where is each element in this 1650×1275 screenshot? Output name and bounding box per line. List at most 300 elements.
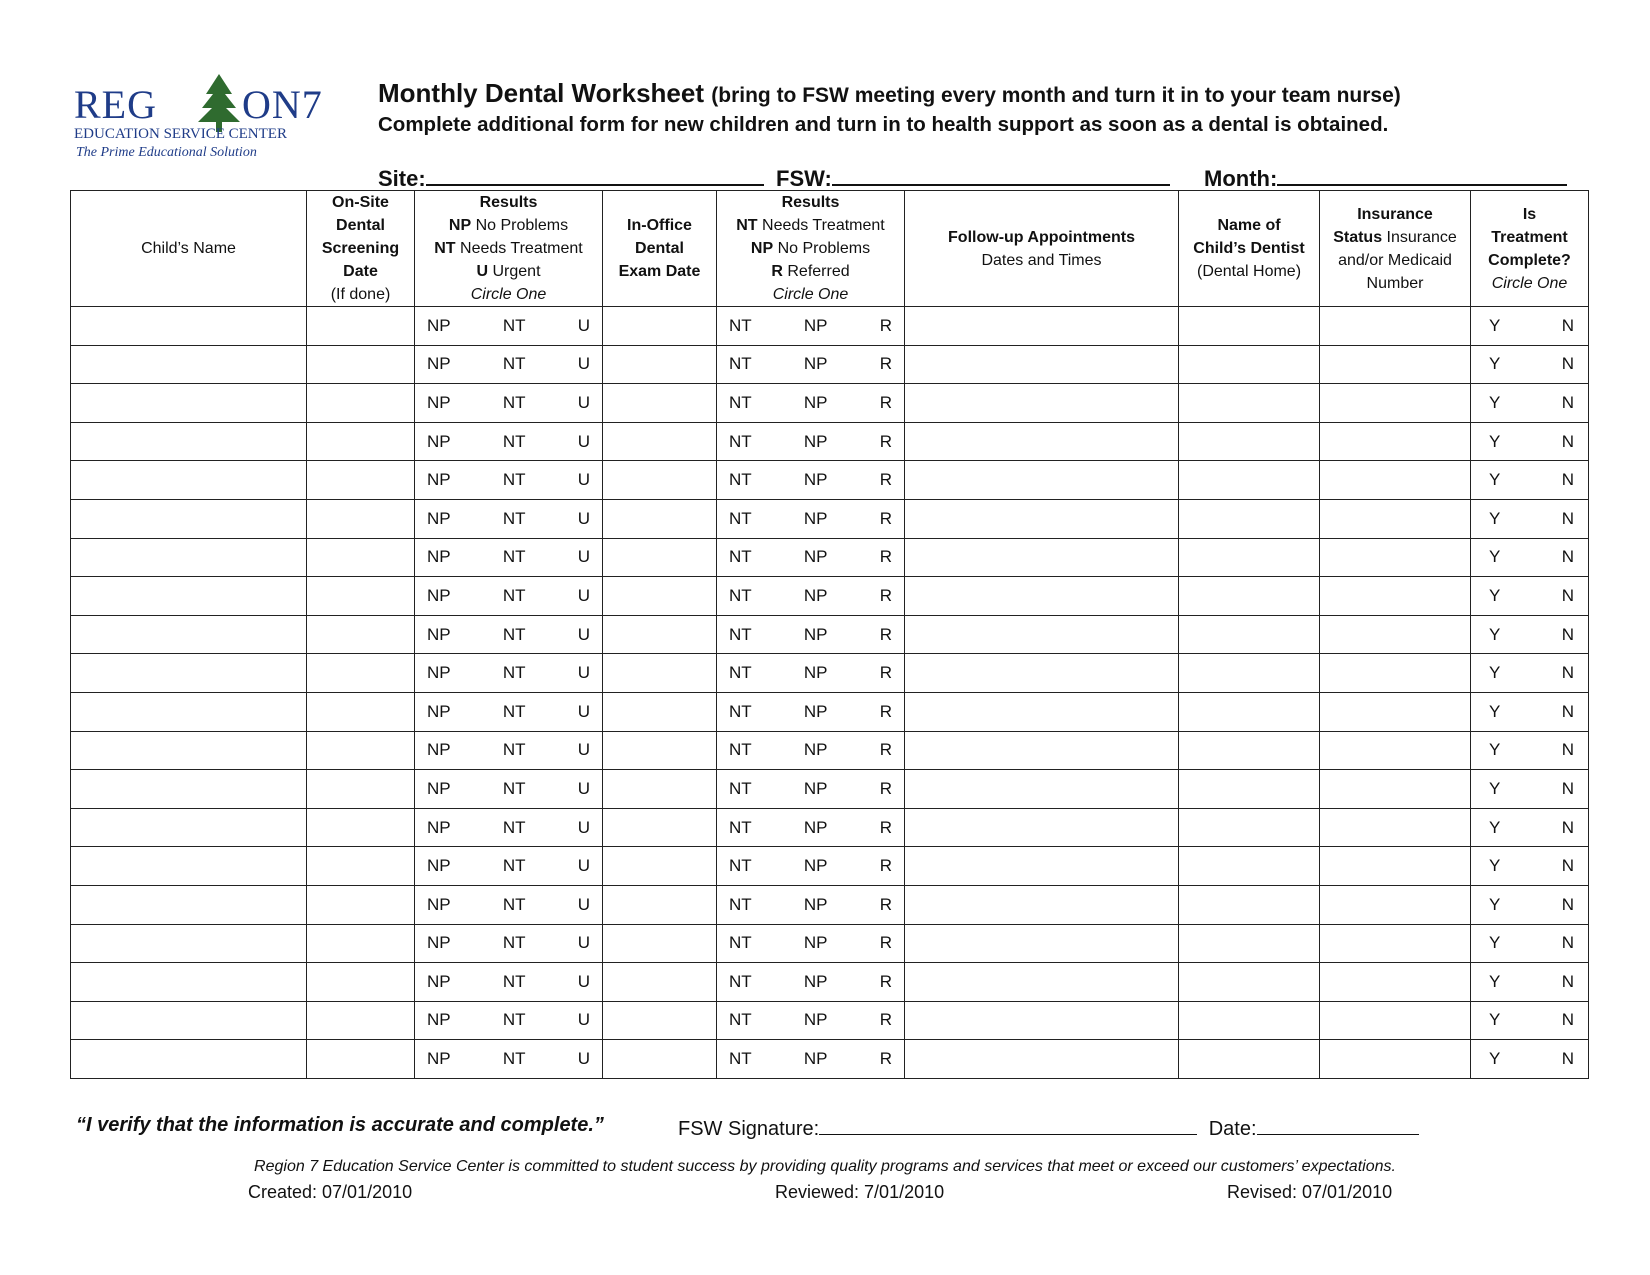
followup-cell[interactable] <box>905 384 1179 423</box>
followup-cell[interactable] <box>905 577 1179 616</box>
child-name-cell[interactable] <box>71 538 307 577</box>
inoffice-date-cell[interactable] <box>603 499 717 538</box>
option-np[interactable]: NP <box>803 470 828 490</box>
option-n[interactable]: N <box>1561 354 1574 374</box>
dentist-cell[interactable] <box>1179 1040 1320 1079</box>
option-n[interactable]: N <box>1561 1049 1574 1069</box>
option-np[interactable]: NP <box>803 354 828 374</box>
child-name-cell[interactable] <box>71 654 307 693</box>
onsite-date-cell[interactable] <box>307 847 415 886</box>
onsite-date-cell[interactable] <box>307 384 415 423</box>
onsite-date-cell[interactable] <box>307 615 415 654</box>
inoffice-date-cell[interactable] <box>603 808 717 847</box>
option-nt[interactable]: NT <box>502 315 526 335</box>
option-nt[interactable]: NT <box>729 315 752 335</box>
option-r[interactable]: R <box>879 933 892 953</box>
dentist-cell[interactable] <box>1179 384 1320 423</box>
insurance-cell[interactable] <box>1320 307 1471 346</box>
option-np[interactable]: NP <box>427 701 451 721</box>
option-np[interactable]: NP <box>427 933 451 953</box>
option-np[interactable]: NP <box>803 701 828 721</box>
option-u[interactable]: U <box>577 971 590 991</box>
option-r[interactable]: R <box>879 971 892 991</box>
option-nt[interactable]: NT <box>502 508 526 528</box>
verification-statement: “I verify that the information is accurate and complete.” <box>76 1114 604 1136</box>
option-y[interactable]: Y <box>1489 547 1501 567</box>
followup-cell[interactable] <box>905 847 1179 886</box>
inoffice-date-cell[interactable] <box>603 731 717 770</box>
option-nt[interactable]: NT <box>729 856 752 876</box>
option-r[interactable]: R <box>879 624 892 644</box>
option-u[interactable]: U <box>577 585 590 605</box>
child-name-cell[interactable] <box>71 924 307 963</box>
option-u[interactable]: U <box>577 547 590 567</box>
option-nt[interactable]: NT <box>729 431 752 451</box>
insurance-cell[interactable] <box>1320 422 1471 461</box>
dental-worksheet-table <box>70 190 1589 1079</box>
dentist-cell[interactable] <box>1179 615 1320 654</box>
followup-cell[interactable] <box>905 499 1179 538</box>
inoffice-date-cell[interactable] <box>603 885 717 924</box>
inoffice-date-cell[interactable] <box>603 422 717 461</box>
fsw-line[interactable] <box>832 162 1170 186</box>
option-nt[interactable]: NT <box>502 392 526 412</box>
option-nt[interactable]: NT <box>729 817 752 837</box>
followup-cell[interactable] <box>905 345 1179 384</box>
onsite-date-cell[interactable] <box>307 808 415 847</box>
dentist-cell[interactable] <box>1179 422 1320 461</box>
child-name-cell[interactable] <box>71 577 307 616</box>
option-nt[interactable]: NT <box>502 971 526 991</box>
onsite-date-cell[interactable] <box>307 461 415 500</box>
option-np[interactable]: NP <box>427 470 451 490</box>
child-name-cell[interactable] <box>71 808 307 847</box>
results1-options <box>415 818 602 838</box>
insurance-cell[interactable] <box>1320 384 1471 423</box>
option-np[interactable]: NP <box>803 663 828 683</box>
option-np[interactable]: NP <box>803 894 828 914</box>
onsite-date-cell[interactable] <box>307 731 415 770</box>
option-nt[interactable]: NT <box>502 547 526 567</box>
option-y[interactable]: Y <box>1489 894 1501 914</box>
complete-options <box>1471 354 1588 374</box>
table-row <box>71 1040 1589 1079</box>
option-nt[interactable]: NT <box>729 740 752 760</box>
option-y[interactable]: Y <box>1489 624 1501 644</box>
option-np[interactable]: NP <box>803 624 828 644</box>
insurance-cell[interactable] <box>1320 654 1471 693</box>
option-y[interactable]: Y <box>1489 392 1501 412</box>
option-r[interactable]: R <box>879 431 892 451</box>
option-nt[interactable]: NT <box>729 1049 752 1069</box>
region7-logo <box>74 74 354 160</box>
dentist-cell[interactable] <box>1179 307 1320 346</box>
option-r[interactable]: R <box>879 663 892 683</box>
inoffice-date-cell[interactable] <box>603 1001 717 1040</box>
child-name-cell[interactable] <box>71 307 307 346</box>
option-y[interactable]: Y <box>1489 740 1501 760</box>
option-np[interactable]: NP <box>427 817 451 837</box>
onsite-date-cell[interactable] <box>307 1040 415 1079</box>
date-line[interactable] <box>1257 1114 1419 1135</box>
exam-results-cell <box>717 1001 905 1040</box>
insurance-cell[interactable] <box>1320 615 1471 654</box>
option-nt[interactable]: NT <box>729 894 752 914</box>
option-r[interactable]: R <box>879 392 892 412</box>
option-nt[interactable]: NT <box>729 624 752 644</box>
insurance-cell[interactable] <box>1320 1001 1471 1040</box>
inoffice-date-cell[interactable] <box>603 461 717 500</box>
inoffice-date-cell[interactable] <box>603 615 717 654</box>
dentist-cell[interactable] <box>1179 847 1320 886</box>
insurance-cell[interactable] <box>1320 499 1471 538</box>
followup-cell[interactable] <box>905 307 1179 346</box>
option-n[interactable]: N <box>1561 547 1574 567</box>
option-y[interactable]: Y <box>1489 585 1501 605</box>
option-nt[interactable]: NT <box>729 354 752 374</box>
option-nt[interactable]: NT <box>729 392 752 412</box>
option-nt[interactable]: NT <box>502 1010 526 1030</box>
dentist-cell[interactable] <box>1179 461 1320 500</box>
option-n[interactable]: N <box>1561 1010 1574 1030</box>
insurance-cell[interactable] <box>1320 924 1471 963</box>
insurance-cell[interactable] <box>1320 577 1471 616</box>
option-n[interactable]: N <box>1561 508 1574 528</box>
inoffice-date-cell[interactable] <box>603 345 717 384</box>
option-nt[interactable]: NT <box>502 624 526 644</box>
option-u[interactable]: U <box>577 778 590 798</box>
option-u[interactable]: U <box>577 508 590 528</box>
insurance-cell[interactable] <box>1320 847 1471 886</box>
option-np[interactable]: NP <box>427 315 451 335</box>
insurance-cell[interactable] <box>1320 461 1471 500</box>
insurance-cell[interactable] <box>1320 963 1471 1002</box>
exam-results-cell <box>717 770 905 809</box>
month-line[interactable] <box>1277 162 1567 186</box>
option-n[interactable]: N <box>1561 817 1574 837</box>
dentist-cell[interactable] <box>1179 885 1320 924</box>
option-y[interactable]: Y <box>1489 701 1501 721</box>
option-u[interactable]: U <box>577 431 590 451</box>
option-np[interactable]: NP <box>427 354 451 374</box>
option-y[interactable]: Y <box>1489 856 1501 876</box>
fsw-field[interactable] <box>776 162 1170 192</box>
option-u[interactable]: U <box>577 663 590 683</box>
dentist-cell[interactable] <box>1179 808 1320 847</box>
option-np[interactable]: NP <box>427 624 451 644</box>
inoffice-date-cell[interactable] <box>603 847 717 886</box>
dentist-cell[interactable] <box>1179 924 1320 963</box>
option-np[interactable]: NP <box>427 663 451 683</box>
option-np[interactable]: NP <box>803 392 828 412</box>
option-n[interactable]: N <box>1561 856 1574 876</box>
option-nt[interactable]: NT <box>729 663 752 683</box>
option-n[interactable]: N <box>1561 663 1574 683</box>
option-nt[interactable]: NT <box>502 933 526 953</box>
option-nt[interactable]: NT <box>729 1010 752 1030</box>
onsite-date-cell[interactable] <box>307 538 415 577</box>
option-y[interactable]: Y <box>1489 663 1501 683</box>
option-u[interactable]: U <box>577 315 590 335</box>
followup-cell[interactable] <box>905 963 1179 1002</box>
option-u[interactable]: U <box>577 470 590 490</box>
option-np[interactable]: NP <box>803 817 828 837</box>
child-name-cell[interactable] <box>71 885 307 924</box>
option-r[interactable]: R <box>879 740 892 760</box>
dentist-cell[interactable] <box>1179 963 1320 1002</box>
followup-cell[interactable] <box>905 885 1179 924</box>
followup-cell[interactable] <box>905 1001 1179 1040</box>
option-r[interactable]: R <box>879 315 892 335</box>
option-np[interactable]: NP <box>803 315 828 335</box>
option-np[interactable]: NP <box>427 778 451 798</box>
inoffice-date-cell[interactable] <box>603 1040 717 1079</box>
followup-cell[interactable] <box>905 770 1179 809</box>
option-np[interactable]: NP <box>427 1049 451 1069</box>
option-np[interactable]: NP <box>803 933 828 953</box>
dentist-cell[interactable] <box>1179 499 1320 538</box>
dentist-cell[interactable] <box>1179 538 1320 577</box>
option-nt[interactable]: NT <box>502 431 526 451</box>
option-nt[interactable]: NT <box>502 470 526 490</box>
option-np[interactable]: NP <box>803 508 828 528</box>
option-r[interactable]: R <box>879 701 892 721</box>
option-nt[interactable]: NT <box>502 856 526 876</box>
child-name-cell[interactable] <box>71 731 307 770</box>
dentist-cell[interactable] <box>1179 731 1320 770</box>
table-row <box>71 731 1589 770</box>
option-np[interactable]: NP <box>803 1049 828 1069</box>
inoffice-date-cell[interactable] <box>603 307 717 346</box>
site-line[interactable] <box>426 162 764 186</box>
option-np[interactable]: NP <box>803 1010 828 1030</box>
option-nt[interactable]: NT <box>729 701 752 721</box>
option-r[interactable]: R <box>879 354 892 374</box>
onsite-date-cell[interactable] <box>307 499 415 538</box>
option-r[interactable]: R <box>879 1049 892 1069</box>
option-r[interactable]: R <box>879 470 892 490</box>
option-np[interactable]: NP <box>427 856 451 876</box>
insurance-cell[interactable] <box>1320 731 1471 770</box>
option-nt[interactable]: NT <box>729 933 752 953</box>
option-np[interactable]: NP <box>427 431 451 451</box>
option-n[interactable]: N <box>1561 315 1574 335</box>
option-n[interactable]: N <box>1561 431 1574 451</box>
option-r[interactable]: R <box>879 547 892 567</box>
followup-cell[interactable] <box>905 1040 1179 1079</box>
followup-cell[interactable] <box>905 808 1179 847</box>
option-nt[interactable]: NT <box>502 817 526 837</box>
option-nt[interactable]: NT <box>729 470 752 490</box>
month-field[interactable] <box>1204 162 1567 192</box>
option-u[interactable]: U <box>577 354 590 374</box>
option-r[interactable]: R <box>879 585 892 605</box>
onsite-date-cell[interactable] <box>307 770 415 809</box>
inoffice-date-cell[interactable] <box>603 770 717 809</box>
onsite-date-cell[interactable] <box>307 924 415 963</box>
option-n[interactable]: N <box>1561 470 1574 490</box>
option-np[interactable]: NP <box>427 392 451 412</box>
onsite-date-cell[interactable] <box>307 1001 415 1040</box>
option-r[interactable]: R <box>879 778 892 798</box>
option-np[interactable]: NP <box>803 971 828 991</box>
option-np[interactable]: NP <box>803 740 828 760</box>
option-nt[interactable]: NT <box>729 508 752 528</box>
followup-cell[interactable] <box>905 654 1179 693</box>
inoffice-date-cell[interactable] <box>603 654 717 693</box>
dentist-cell[interactable] <box>1179 1001 1320 1040</box>
followup-cell[interactable] <box>905 538 1179 577</box>
insurance-cell[interactable] <box>1320 808 1471 847</box>
option-np[interactable]: NP <box>427 508 451 528</box>
option-np[interactable]: NP <box>427 585 451 605</box>
option-np[interactable]: NP <box>803 856 828 876</box>
option-np[interactable]: NP <box>803 431 828 451</box>
onsite-date-cell[interactable] <box>307 422 415 461</box>
insurance-cell[interactable] <box>1320 538 1471 577</box>
dentist-cell[interactable] <box>1179 692 1320 731</box>
option-nt[interactable]: NT <box>502 1049 526 1069</box>
option-n[interactable]: N <box>1561 701 1574 721</box>
option-nt[interactable]: NT <box>502 778 526 798</box>
option-np[interactable]: NP <box>803 585 828 605</box>
option-np[interactable]: NP <box>427 894 451 914</box>
option-u[interactable]: U <box>577 624 590 644</box>
option-np[interactable]: NP <box>427 547 451 567</box>
onsite-date-cell[interactable] <box>307 963 415 1002</box>
child-name-cell[interactable] <box>71 847 307 886</box>
option-u[interactable]: U <box>577 701 590 721</box>
onsite-date-cell[interactable] <box>307 307 415 346</box>
option-u[interactable]: U <box>577 1049 590 1069</box>
option-n[interactable]: N <box>1561 392 1574 412</box>
option-n[interactable]: N <box>1561 971 1574 991</box>
option-y[interactable]: Y <box>1489 354 1501 374</box>
option-u[interactable]: U <box>577 894 590 914</box>
option-nt[interactable]: NT <box>502 663 526 683</box>
dentist-cell[interactable] <box>1179 770 1320 809</box>
option-y[interactable]: Y <box>1489 431 1501 451</box>
option-nt[interactable]: NT <box>729 547 752 567</box>
option-np[interactable]: NP <box>427 1010 451 1030</box>
dentist-cell[interactable] <box>1179 577 1320 616</box>
child-name-cell[interactable] <box>71 384 307 423</box>
option-n[interactable]: N <box>1561 933 1574 953</box>
option-np[interactable]: NP <box>803 547 828 567</box>
option-y[interactable]: Y <box>1489 933 1501 953</box>
option-u[interactable]: U <box>577 740 590 760</box>
onsite-date-cell[interactable] <box>307 885 415 924</box>
inoffice-date-cell[interactable] <box>603 963 717 1002</box>
insurance-cell[interactable] <box>1320 770 1471 809</box>
option-np[interactable]: NP <box>427 740 451 760</box>
option-n[interactable]: N <box>1561 585 1574 605</box>
child-name-cell[interactable] <box>71 1001 307 1040</box>
option-nt[interactable]: NT <box>729 585 752 605</box>
option-y[interactable]: Y <box>1489 817 1501 837</box>
followup-cell[interactable] <box>905 692 1179 731</box>
option-nt[interactable]: NT <box>502 894 526 914</box>
onsite-date-cell[interactable] <box>307 654 415 693</box>
option-nt[interactable]: NT <box>729 778 752 798</box>
option-u[interactable]: U <box>577 1010 590 1030</box>
onsite-date-cell[interactable] <box>307 692 415 731</box>
option-r[interactable]: R <box>879 1010 892 1030</box>
option-r[interactable]: R <box>879 894 892 914</box>
followup-cell[interactable] <box>905 615 1179 654</box>
child-name-cell[interactable] <box>71 1040 307 1079</box>
onsite-date-cell[interactable] <box>307 577 415 616</box>
child-name-cell[interactable] <box>71 770 307 809</box>
option-n[interactable]: N <box>1561 778 1574 798</box>
option-n[interactable]: N <box>1561 624 1574 644</box>
option-r[interactable]: R <box>879 508 892 528</box>
option-u[interactable]: U <box>577 933 590 953</box>
followup-cell[interactable] <box>905 731 1179 770</box>
insurance-cell[interactable] <box>1320 885 1471 924</box>
child-name-cell[interactable] <box>71 499 307 538</box>
child-name-cell[interactable] <box>71 422 307 461</box>
option-y[interactable]: Y <box>1489 778 1501 798</box>
option-y[interactable]: Y <box>1489 1010 1501 1030</box>
option-r[interactable]: R <box>879 856 892 876</box>
option-y[interactable]: Y <box>1489 1049 1501 1069</box>
inoffice-date-cell[interactable] <box>603 577 717 616</box>
insurance-cell[interactable] <box>1320 345 1471 384</box>
followup-cell[interactable] <box>905 461 1179 500</box>
option-r[interactable]: R <box>879 817 892 837</box>
insurance-cell[interactable] <box>1320 692 1471 731</box>
results1-options <box>415 586 602 606</box>
onsite-date-cell[interactable] <box>307 345 415 384</box>
option-nt[interactable]: NT <box>502 701 526 721</box>
followup-cell[interactable] <box>905 924 1179 963</box>
complete-options <box>1471 316 1588 336</box>
followup-cell[interactable] <box>905 422 1179 461</box>
child-name-cell[interactable] <box>71 615 307 654</box>
option-y[interactable]: Y <box>1489 470 1501 490</box>
dentist-cell[interactable] <box>1179 654 1320 693</box>
option-n[interactable]: N <box>1561 894 1574 914</box>
child-name-cell[interactable] <box>71 692 307 731</box>
child-name-cell[interactable] <box>71 345 307 384</box>
option-y[interactable]: Y <box>1489 315 1501 335</box>
site-field[interactable] <box>378 162 764 192</box>
option-n[interactable]: N <box>1561 740 1574 760</box>
col-onsite-screening: On-Site Dental Screening Date (If done) <box>307 191 415 307</box>
option-nt[interactable]: NT <box>502 740 526 760</box>
option-u[interactable]: U <box>577 856 590 876</box>
option-nt[interactable]: NT <box>502 585 526 605</box>
option-y[interactable]: Y <box>1489 508 1501 528</box>
inoffice-date-cell[interactable] <box>603 924 717 963</box>
insurance-cell[interactable] <box>1320 1040 1471 1079</box>
inoffice-date-cell[interactable] <box>603 384 717 423</box>
child-name-cell[interactable] <box>71 461 307 500</box>
inoffice-date-cell[interactable] <box>603 538 717 577</box>
inoffice-date-cell[interactable] <box>603 692 717 731</box>
dentist-cell[interactable] <box>1179 345 1320 384</box>
child-name-cell[interactable] <box>71 963 307 1002</box>
option-nt[interactable]: NT <box>729 971 752 991</box>
option-np[interactable]: NP <box>803 778 828 798</box>
signature-line[interactable] <box>819 1114 1197 1135</box>
option-u[interactable]: U <box>577 817 590 837</box>
option-u[interactable]: U <box>577 392 590 412</box>
option-y[interactable]: Y <box>1489 971 1501 991</box>
option-np[interactable]: NP <box>427 971 451 991</box>
option-nt[interactable]: NT <box>502 354 526 374</box>
